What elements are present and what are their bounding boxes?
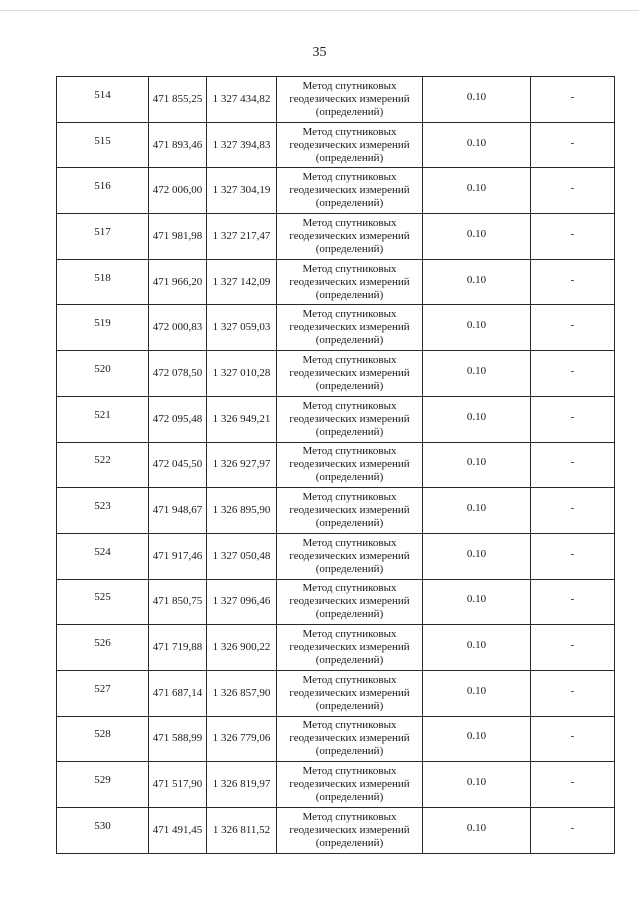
- method-line: геодезических измерений: [289, 138, 410, 151]
- extra-value: -: [570, 730, 575, 743]
- table-row: [57, 579, 615, 625]
- method-line: (определений): [315, 836, 384, 849]
- extra-value: -: [570, 456, 575, 469]
- extra-value: -: [570, 182, 575, 195]
- table-row: [57, 214, 615, 260]
- accuracy-value: 0.10: [466, 90, 487, 103]
- method-cell: [277, 442, 423, 488]
- num-value: 525: [94, 591, 111, 604]
- x-coordinate-cell: [149, 625, 207, 671]
- x-value: 472 078,50: [152, 366, 203, 379]
- method-line: (определений): [315, 517, 384, 530]
- num-value: 524: [94, 545, 111, 558]
- y-value: 1 327 010,28: [212, 366, 271, 379]
- accuracy-value: 0.10: [466, 456, 487, 469]
- y-value: 1 326 811,52: [212, 823, 271, 836]
- method-line: (определений): [315, 562, 384, 575]
- y-coordinate-cell: [207, 305, 277, 351]
- x-value: 471 850,75: [152, 595, 203, 608]
- extra-cell: [531, 625, 615, 671]
- num-value: 521: [94, 408, 111, 421]
- method-cell: [277, 625, 423, 671]
- method-line: Метод спутниковых: [302, 399, 397, 412]
- method-line: геодезических измерений: [289, 686, 410, 699]
- extra-cell: [531, 716, 615, 762]
- accuracy-value: 0.10: [466, 364, 487, 377]
- table-row: [57, 259, 615, 305]
- table-row: [57, 670, 615, 716]
- y-coordinate-cell: [207, 579, 277, 625]
- extra-cell: [531, 351, 615, 397]
- accuracy-cell: [423, 762, 531, 808]
- page-number: 35: [312, 45, 327, 60]
- accuracy-cell: [423, 305, 531, 351]
- table-row: [57, 808, 615, 854]
- method-cell: [277, 716, 423, 762]
- method-line: Метод спутниковых: [302, 719, 397, 732]
- point-number-cell: [57, 625, 149, 671]
- extra-value: -: [570, 319, 575, 332]
- table-row: [57, 488, 615, 534]
- method-line: Метод спутниковых: [302, 171, 397, 184]
- table-row: [57, 168, 615, 214]
- method-cell: [277, 351, 423, 397]
- num-value: 529: [94, 774, 111, 787]
- y-coordinate-cell: [207, 442, 277, 488]
- method-line: геодезических измерений: [289, 458, 410, 471]
- point-number-cell: [57, 762, 149, 808]
- y-coordinate-cell: [207, 716, 277, 762]
- accuracy-value: 0.10: [466, 227, 487, 240]
- x-value: 471 966,20: [152, 275, 203, 288]
- point-number-cell: [57, 351, 149, 397]
- point-number-cell: [57, 122, 149, 168]
- accuracy-cell: [423, 488, 531, 534]
- extra-cell: [531, 214, 615, 260]
- y-value: 1 326 819,97: [212, 778, 271, 791]
- extra-cell: [531, 122, 615, 168]
- method-line: (определений): [315, 379, 384, 392]
- accuracy-value: 0.10: [466, 776, 487, 789]
- y-coordinate-cell: [207, 762, 277, 808]
- accuracy-value: 0.10: [466, 639, 487, 652]
- method-line: (определений): [315, 654, 384, 667]
- x-coordinate-cell: [149, 579, 207, 625]
- x-coordinate-cell: [149, 808, 207, 854]
- extra-value: -: [570, 410, 575, 423]
- method-line: геодезических измерений: [289, 412, 410, 425]
- x-coordinate-cell: [149, 214, 207, 260]
- y-value: 1 327 217,47: [212, 229, 271, 242]
- accuracy-value: 0.10: [466, 273, 487, 286]
- extra-value: -: [570, 593, 575, 606]
- y-coordinate-cell: [207, 808, 277, 854]
- method-line: (определений): [315, 699, 384, 712]
- accuracy-value: 0.10: [466, 182, 487, 195]
- accuracy-cell: [423, 168, 531, 214]
- y-value: 1 327 059,03: [212, 321, 271, 334]
- num-value: 519: [94, 317, 111, 330]
- accuracy-cell: [423, 533, 531, 579]
- x-value: 471 517,90: [152, 778, 203, 791]
- table-row: [57, 533, 615, 579]
- accuracy-cell: [423, 625, 531, 671]
- extra-value: -: [570, 684, 575, 697]
- accuracy-value: 0.10: [466, 547, 487, 560]
- method-line: (определений): [315, 197, 384, 210]
- num-value: 527: [94, 682, 111, 695]
- point-number-cell: [57, 533, 149, 579]
- method-line: Метод спутниковых: [302, 673, 397, 686]
- accuracy-cell: [423, 214, 531, 260]
- method-line: геодезических измерений: [289, 778, 410, 791]
- num-value: 516: [94, 180, 111, 193]
- num-value: 530: [94, 819, 111, 832]
- accuracy-cell: [423, 716, 531, 762]
- method-line: (определений): [315, 242, 384, 255]
- extra-value: -: [570, 547, 575, 560]
- point-number-cell: [57, 259, 149, 305]
- extra-value: -: [570, 639, 575, 652]
- table-row: [57, 762, 615, 808]
- method-line: Метод спутниковых: [302, 79, 397, 92]
- extra-value: -: [570, 502, 575, 515]
- method-line: геодезических измерений: [289, 504, 410, 517]
- method-cell: [277, 77, 423, 123]
- method-line: (определений): [315, 745, 384, 758]
- method-line: Метод спутниковых: [302, 765, 397, 778]
- y-coordinate-cell: [207, 625, 277, 671]
- extra-cell: [531, 259, 615, 305]
- extra-cell: [531, 442, 615, 488]
- y-value: 1 327 142,09: [212, 275, 271, 288]
- x-coordinate-cell: [149, 488, 207, 534]
- table-row: [57, 305, 615, 351]
- point-number-cell: [57, 670, 149, 716]
- method-line: Метод спутниковых: [302, 262, 397, 275]
- table-row: [57, 122, 615, 168]
- accuracy-value: 0.10: [466, 684, 487, 697]
- method-cell: [277, 670, 423, 716]
- method-line: (определений): [315, 471, 384, 484]
- extra-cell: [531, 396, 615, 442]
- method-line: геодезических измерений: [289, 321, 410, 334]
- method-line: геодезических измерений: [289, 92, 410, 105]
- x-value: 471 855,25: [152, 92, 203, 105]
- num-value: 523: [94, 500, 111, 513]
- point-number-cell: [57, 579, 149, 625]
- x-value: 472 095,48: [152, 412, 203, 425]
- extra-cell: [531, 488, 615, 534]
- num-value: 528: [94, 728, 111, 741]
- point-number-cell: [57, 396, 149, 442]
- method-line: Метод спутниковых: [302, 810, 397, 823]
- method-cell: [277, 579, 423, 625]
- method-line: Метод спутниковых: [302, 582, 397, 595]
- y-value: 1 326 927,97: [212, 458, 271, 471]
- y-coordinate-cell: [207, 168, 277, 214]
- method-line: геодезических измерений: [289, 549, 410, 562]
- num-value: 522: [94, 454, 111, 467]
- y-coordinate-cell: [207, 259, 277, 305]
- extra-cell: [531, 168, 615, 214]
- extra-cell: [531, 305, 615, 351]
- method-line: геодезических измерений: [289, 184, 410, 197]
- table-row: [57, 396, 615, 442]
- y-coordinate-cell: [207, 214, 277, 260]
- table-row: [57, 625, 615, 671]
- y-value: 1 327 050,48: [212, 549, 271, 562]
- x-value: 471 948,67: [152, 504, 203, 517]
- extra-value: -: [570, 90, 575, 103]
- x-value: 471 719,88: [152, 641, 203, 654]
- x-value: 471 893,46: [152, 138, 203, 151]
- accuracy-cell: [423, 122, 531, 168]
- y-value: 1 326 900,22: [212, 641, 271, 654]
- x-value: 471 588,99: [152, 732, 203, 745]
- extra-cell: [531, 77, 615, 123]
- x-coordinate-cell: [149, 351, 207, 397]
- point-number-cell: [57, 488, 149, 534]
- x-coordinate-cell: [149, 259, 207, 305]
- method-cell: [277, 214, 423, 260]
- accuracy-cell: [423, 77, 531, 123]
- point-number-cell: [57, 168, 149, 214]
- point-number-cell: [57, 77, 149, 123]
- point-number-cell: [57, 808, 149, 854]
- method-line: геодезических измерений: [289, 229, 410, 242]
- method-line: Метод спутниковых: [302, 536, 397, 549]
- method-line: геодезических измерений: [289, 595, 410, 608]
- accuracy-value: 0.10: [466, 502, 487, 515]
- accuracy-value: 0.10: [466, 136, 487, 149]
- accuracy-value: 0.10: [466, 319, 487, 332]
- extra-value: -: [570, 227, 575, 240]
- x-value: 472 045,50: [152, 458, 203, 471]
- num-value: 515: [94, 134, 111, 147]
- accuracy-cell: [423, 351, 531, 397]
- x-coordinate-cell: [149, 77, 207, 123]
- num-value: 517: [94, 225, 111, 238]
- method-line: Метод спутниковых: [302, 491, 397, 504]
- coordinates-table: [56, 76, 615, 854]
- extra-value: -: [570, 821, 575, 834]
- num-value: 520: [94, 362, 111, 375]
- method-cell: [277, 396, 423, 442]
- x-coordinate-cell: [149, 442, 207, 488]
- y-value: 1 327 096,46: [212, 595, 271, 608]
- x-value: 471 981,98: [152, 229, 203, 242]
- extra-value: -: [570, 136, 575, 149]
- extra-value: -: [570, 776, 575, 789]
- accuracy-cell: [423, 670, 531, 716]
- method-cell: [277, 122, 423, 168]
- num-value: 526: [94, 637, 111, 650]
- x-coordinate-cell: [149, 168, 207, 214]
- y-value: 1 327 304,19: [212, 184, 271, 197]
- scan-edge-line: [0, 10, 639, 11]
- method-line: геодезических измерений: [289, 732, 410, 745]
- y-coordinate-cell: [207, 396, 277, 442]
- y-value: 1 326 895,90: [212, 504, 271, 517]
- method-line: геодезических измерений: [289, 823, 410, 836]
- method-line: геодезических измерений: [289, 641, 410, 654]
- extra-value: -: [570, 273, 575, 286]
- method-line: геодезических измерений: [289, 275, 410, 288]
- method-line: (определений): [315, 288, 384, 301]
- extra-value: -: [570, 364, 575, 377]
- method-cell: [277, 168, 423, 214]
- accuracy-value: 0.10: [466, 593, 487, 606]
- accuracy-cell: [423, 259, 531, 305]
- point-number-cell: [57, 214, 149, 260]
- table-row: [57, 442, 615, 488]
- y-value: 1 326 857,90: [212, 686, 271, 699]
- accuracy-cell: [423, 442, 531, 488]
- num-value: 518: [94, 271, 111, 284]
- method-line: (определений): [315, 151, 384, 164]
- point-number-cell: [57, 305, 149, 351]
- x-coordinate-cell: [149, 670, 207, 716]
- extra-cell: [531, 762, 615, 808]
- method-line: (определений): [315, 425, 384, 438]
- point-number-cell: [57, 716, 149, 762]
- method-line: Метод спутниковых: [302, 216, 397, 229]
- x-value: 471 491,45: [152, 823, 203, 836]
- method-line: Метод спутниковых: [302, 445, 397, 458]
- method-cell: [277, 259, 423, 305]
- accuracy-value: 0.10: [466, 730, 487, 743]
- method-cell: [277, 762, 423, 808]
- x-value: 471 687,14: [152, 686, 203, 699]
- extra-cell: [531, 670, 615, 716]
- y-value: 1 326 949,21: [212, 412, 271, 425]
- y-coordinate-cell: [207, 488, 277, 534]
- method-line: Метод спутниковых: [302, 628, 397, 641]
- method-cell: [277, 808, 423, 854]
- method-line: (определений): [315, 608, 384, 621]
- method-line: (определений): [315, 791, 384, 804]
- y-value: 1 327 394,83: [212, 138, 271, 151]
- method-line: геодезических измерений: [289, 366, 410, 379]
- method-line: (определений): [315, 105, 384, 118]
- y-coordinate-cell: [207, 670, 277, 716]
- x-coordinate-cell: [149, 122, 207, 168]
- extra-cell: [531, 579, 615, 625]
- method-cell: [277, 305, 423, 351]
- table-row: [57, 716, 615, 762]
- y-value: 1 326 779,06: [212, 732, 271, 745]
- accuracy-value: 0.10: [466, 410, 487, 423]
- table-row: [57, 351, 615, 397]
- extra-cell: [531, 808, 615, 854]
- x-coordinate-cell: [149, 533, 207, 579]
- x-value: 472 006,00: [152, 184, 203, 197]
- y-coordinate-cell: [207, 533, 277, 579]
- accuracy-value: 0.10: [466, 821, 487, 834]
- x-coordinate-cell: [149, 762, 207, 808]
- x-value: 472 000,83: [152, 321, 203, 334]
- x-coordinate-cell: [149, 305, 207, 351]
- accuracy-cell: [423, 579, 531, 625]
- x-coordinate-cell: [149, 716, 207, 762]
- accuracy-cell: [423, 808, 531, 854]
- y-coordinate-cell: [207, 351, 277, 397]
- point-number-cell: [57, 442, 149, 488]
- method-cell: [277, 488, 423, 534]
- method-line: Метод спутниковых: [302, 353, 397, 366]
- x-coordinate-cell: [149, 396, 207, 442]
- table-row: [57, 77, 615, 123]
- accuracy-cell: [423, 396, 531, 442]
- table-body: [57, 77, 615, 854]
- y-coordinate-cell: [207, 77, 277, 123]
- method-line: Метод спутниковых: [302, 125, 397, 138]
- y-value: 1 327 434,82: [212, 92, 271, 105]
- y-coordinate-cell: [207, 122, 277, 168]
- method-line: (определений): [315, 334, 384, 347]
- x-value: 471 917,46: [152, 549, 203, 562]
- method-cell: [277, 533, 423, 579]
- method-line: Метод спутниковых: [302, 308, 397, 321]
- num-value: 514: [94, 88, 111, 101]
- extra-cell: [531, 533, 615, 579]
